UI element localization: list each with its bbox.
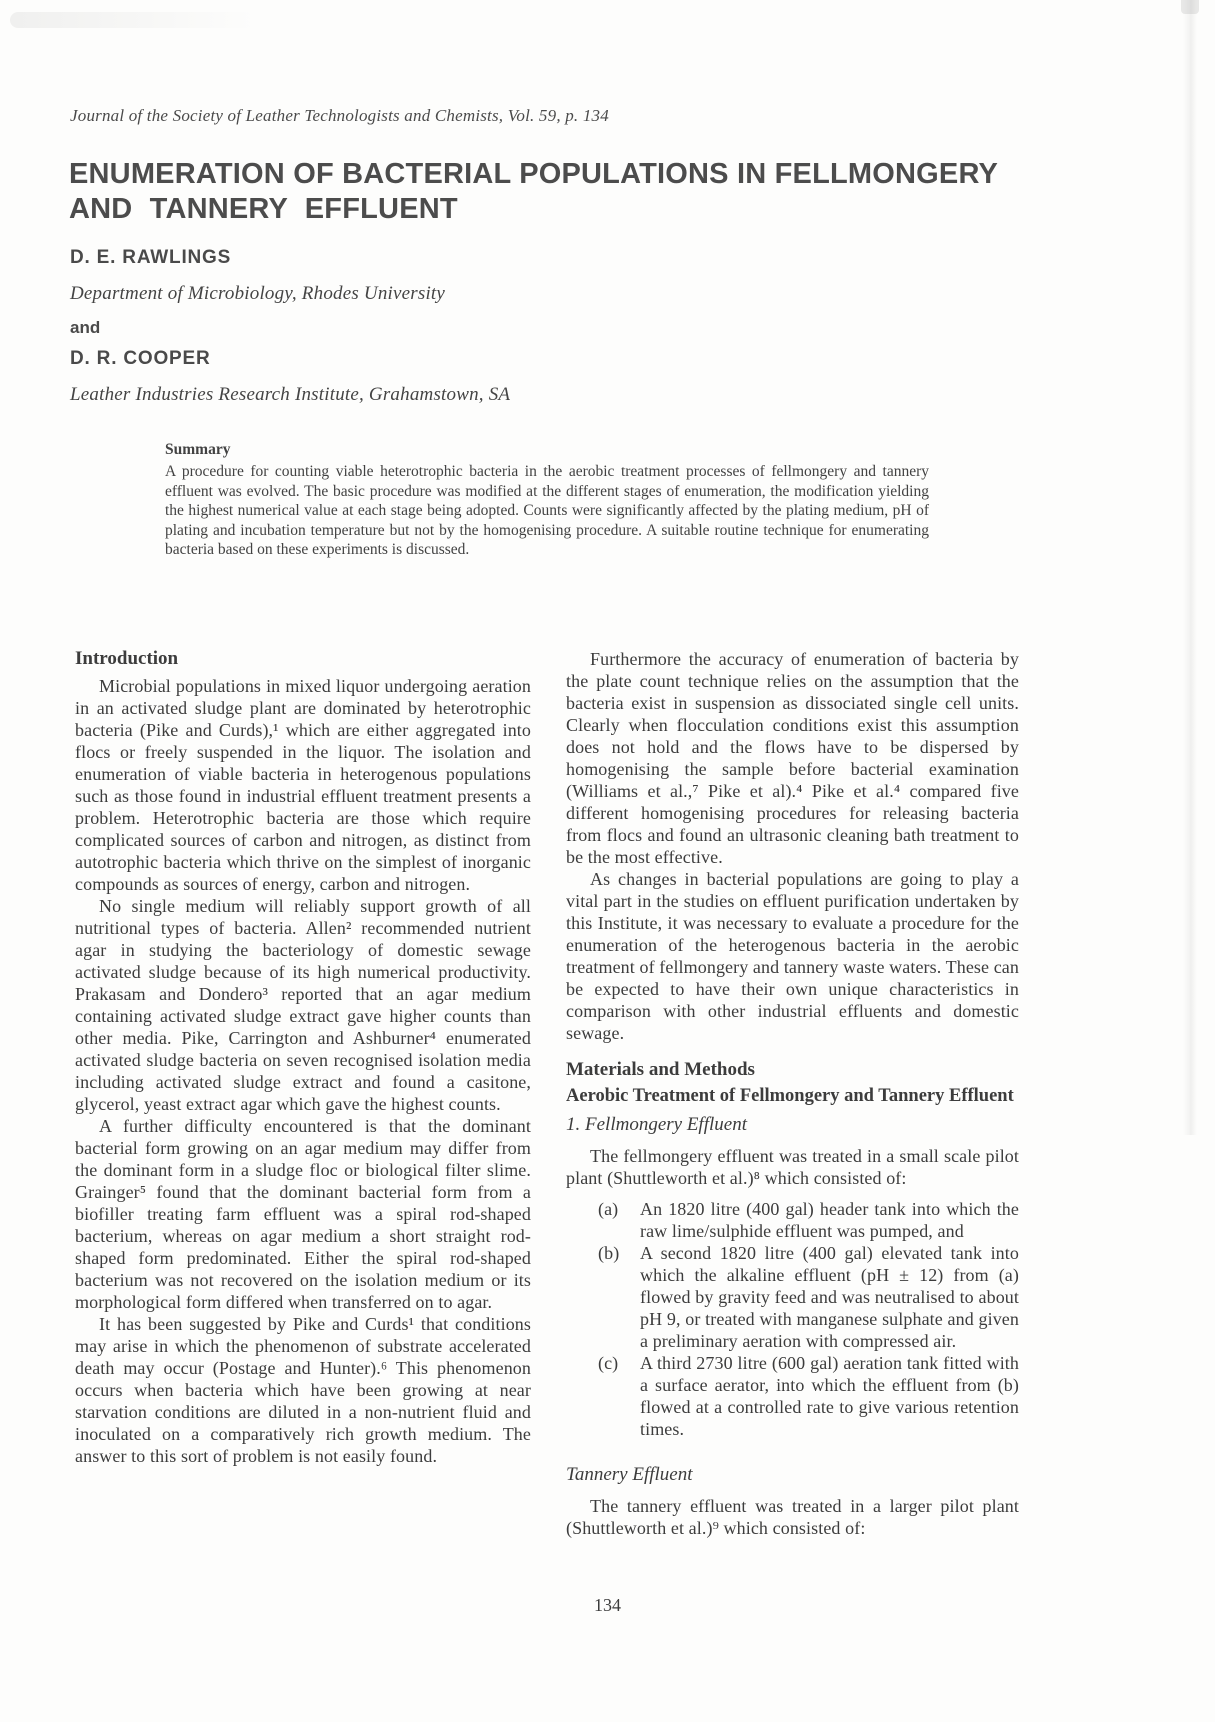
materials-methods-heading: Materials and Methods: [566, 1059, 755, 1080]
tannery-intro-paragraph: The tannery effluent was treated in a larger pilot plant (Shuttleworth et al.)⁹ which consisted of:: [566, 1496, 1019, 1538]
left-column: [75, 648, 531, 1467]
introduction-heading: Introduction: [75, 648, 179, 669]
list-item-a: [566, 1198, 1019, 1242]
right-column: [566, 648, 1019, 1539]
list-item-b: [566, 1242, 1019, 1352]
page-number: 134: [594, 1595, 621, 1615]
summary-text: A procedure for counting viable heterotrophic bacteria in the aerobic treatment processes of fellmongery and tannery effluent was evolved. The basic procedure was modified at the different stages of enumeration, the modification yielding the highest numerical value at each stage being adopted. Counts were significantly affected by the plating medium, pH of plating and incubation temperature but not by the homogenising procedure. A suitable routine technique for enumerating bacteria based on these experiments is discussed.: [165, 463, 929, 558]
author-connector: and: [70, 318, 101, 337]
list-item-b-text: A second 1820 litre (400 gal) elevated tank into which the alkaline effluent (pH ± 12) from (a) flowed by gravity feed and was neutralised to about pH 9, or treated with manganese sulphate and given a preliminary aeration with compressed air.: [640, 1243, 1019, 1351]
author-affiliation-1: Department of Microbiology, Rhodes University: [70, 283, 446, 304]
fellmongery-effluent-heading: 1. Fellmongery Effluent: [566, 1114, 747, 1135]
intro-paragraph-6: As changes in bacterial populations are going to play a vital part in the studies on effluent purification undertaken by this Institute, it was necessary to evaluate a procedure for the enumeration of the heterogenous bacteria in the aerobic treatment of fellmongery and tannery waste waters. These can be expected to have their own unique characteristics in comparison with other industrial effluents and domestic sewage.: [566, 869, 1019, 1043]
author-name-2: D. R. COOPER: [70, 348, 211, 369]
summary-heading: Summary: [165, 441, 231, 458]
scan-smudge-artifact: [10, 12, 255, 28]
intro-paragraph-3: A further difficulty encountered is that the dominant bacterial form growing on an agar medium may differ from the dominant form in a sludge floc or biological filter slime. Grainger⁵ found that the dominant bacterial form from a biofiller treating farm effluent was a spiral rod-shaped bacterium, whereas on agar medium a short straight rod-shaped form predominated. Either the spiral rod-shaped bacterium was not recovered on the isolation medium or its morphological form differed when transferred on to agar.: [75, 1116, 531, 1312]
list-item-b-label: (b): [598, 1243, 620, 1263]
paper-title: [69, 157, 998, 227]
list-item-c-label: (c): [598, 1353, 619, 1373]
page-fold-artifact: [1183, 0, 1197, 1135]
list-item-c: [566, 1352, 1019, 1440]
intro-paragraph-1: Microbial populations in mixed liquor undergoing aeration in an activated sludge plant are dominated by heterotrophic bacteria (Pike and Curds),¹ which are either aggregated into flocs or freely suspended in the liquor. The isolation and enumeration of viable bacteria in heterogenous populations such as those found in industrial effluent treatment presents a problem. Heterotrophic bacteria are those which require complicated sources of carbon and nitrogen, as distinct from autotrophic bacteria which thrive on the simplest of inorganic compounds as sources of energy, carbon and nitrogen.: [75, 676, 531, 894]
list-item-a-label: (a): [598, 1199, 619, 1219]
author-affiliation-2: Leather Industries Research Institute, Grahamstown, SA: [70, 384, 511, 405]
author-name-1: D. E. RAWLINGS: [70, 247, 232, 268]
journal-citation: Journal of the Society of Leather Technologists and Chemists, Vol. 59, p. 134: [70, 106, 609, 125]
list-item-a-text: An 1820 litre (400 gal) header tank into which the raw lime/sulphide effluent was pumped, and: [640, 1199, 1019, 1241]
tannery-effluent-heading: Tannery Effluent: [566, 1464, 693, 1485]
page-fold-cap-artifact: [1181, 0, 1199, 14]
intro-paragraph-2: No single medium will reliably support growth of all nutritional types of bacteria. Allen² recommended nutrient agar in studying the bacteriology of domestic sewage activated sludge because of its high numerical productivity. Prakasam and Dondero³ reported that an agar medium containing activated sludge extract gave higher counts than other media. Pike, Carrington and Ashburner⁴ enumerated activated sludge bacteria on seven recognised isolation media including activated sludge extract and found a casitone, glycerol, yeast extract agar which gave the highest counts.: [75, 896, 531, 1114]
paper-title-line1: ENUMERATION OF BACTERIAL POPULATIONS IN FELLMONGERY: [69, 158, 999, 190]
pilot-plant-list: [566, 1198, 1019, 1440]
list-item-c-text: A third 2730 litre (600 gal) aeration tank fitted with a surface aerator, into which the effluent from (b) flowed at a controlled rate to give various retention times.: [640, 1353, 1019, 1439]
aerobic-treatment-subheading: Aerobic Treatment of Fellmongery and Tannery Effluent: [566, 1086, 1014, 1106]
intro-paragraph-5: Furthermore the accuracy of enumeration of bacteria by the plate count technique relies on the assumption that the bacteria exist in suspension as dissociated single cell units. Clearly when flocculation conditions exist this assumption does not hold and the flows have to be dispersed by homogenising the sample before bacterial examination (Williams et al.,⁷ Pike et al).⁴ Pike et al.⁴ compared five different homogenising procedures for releasing bacteria from flocs and found an ultrasonic cleaning bath treatment to be the most effective.: [566, 649, 1019, 867]
intro-paragraph-4: It has been suggested by Pike and Curds¹ that conditions may arise in which the phenomenon of substrate accelerated death may occur (Postage and Hunter).⁶ This phenomenon occurs when bacteria which have been growing at near starvation conditions are diluted in a non-nutrient fluid and inoculated on a comparatively rich growth medium. The answer to this sort of problem is not easily found.: [75, 1314, 531, 1466]
paper-title-line2: AND TANNERY EFFLUENT: [69, 193, 458, 225]
fellmongery-intro-paragraph: The fellmongery effluent was treated in a small scale pilot plant (Shuttleworth et al.)⁸ which consisted of:: [566, 1146, 1019, 1188]
